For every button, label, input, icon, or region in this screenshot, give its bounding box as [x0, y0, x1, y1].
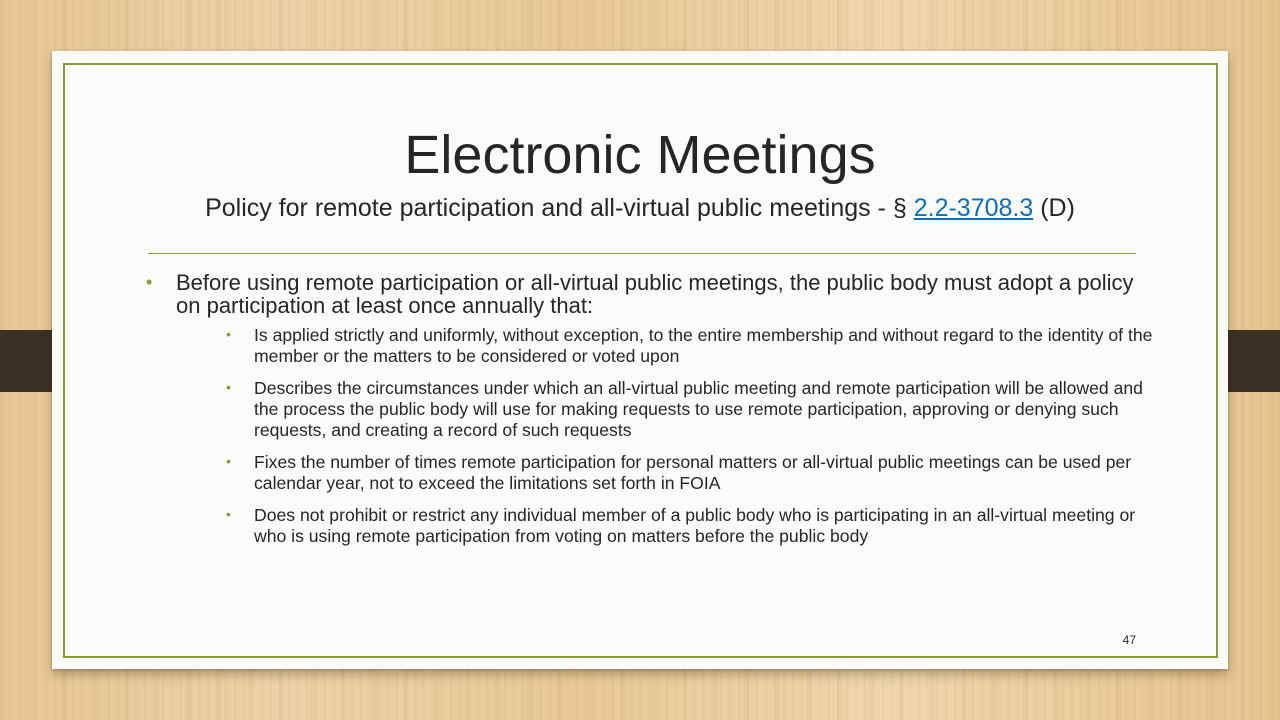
sub-bullet-text: Does not prohibit or restrict any individual member of a public body who is participating in an all-virtual meeting or who is using remote participation from voting on matters before the public body: [254, 505, 1136, 546]
sub-bullet-text: Fixes the number of times remote participation for personal matters or all-virtual public meetings can be used per calendar year, not to exceed the limitations set forth in FOIA: [254, 452, 1132, 493]
title-divider: [148, 253, 1136, 254]
sub-bullet: [176, 325, 1154, 367]
sub-bullet: [176, 505, 1154, 547]
page-number: 47: [1122, 633, 1136, 647]
bullet-dot-icon: •: [226, 453, 231, 469]
bullet-dot-icon: •: [226, 326, 231, 342]
slide-subtitle: [52, 193, 1228, 223]
sub-bullet: [176, 378, 1154, 441]
bullet-dot-icon: •: [226, 506, 231, 522]
sub-bullet-list: [176, 325, 1153, 547]
code-section-link[interactable]: 2.2-3708.3: [913, 194, 1034, 222]
slide: [52, 51, 1228, 669]
slide-title: Electronic Meetings: [404, 125, 876, 185]
subtitle-suffix: (D): [1033, 194, 1075, 222]
sub-bullet-text: Describes the circumstances under which an all-virtual public meeting and remote participation will be allowed and the process the public body will use for making requests to use remote participation, approving or denying such requests, and creating a record of such requests: [254, 378, 1143, 440]
main-bullet: [146, 270, 1153, 547]
bullet-dot-icon: •: [146, 272, 153, 292]
subtitle-text: Policy for remote participation and all-virtual public meetings - §: [205, 194, 914, 222]
sub-bullet-text: Is applied strictly and uniformly, without exception, to the entire membership and without regard to the identity of the member or the matters to be considered or voted upon: [254, 325, 1153, 366]
sub-bullet: [176, 452, 1154, 494]
main-bullet-text: Before using remote participation or all-virtual public meetings, the public body must adopt a policy on participation at least once annually that:: [176, 270, 1134, 318]
bullet-list: [146, 270, 1153, 558]
bullet-dot-icon: •: [226, 379, 231, 395]
